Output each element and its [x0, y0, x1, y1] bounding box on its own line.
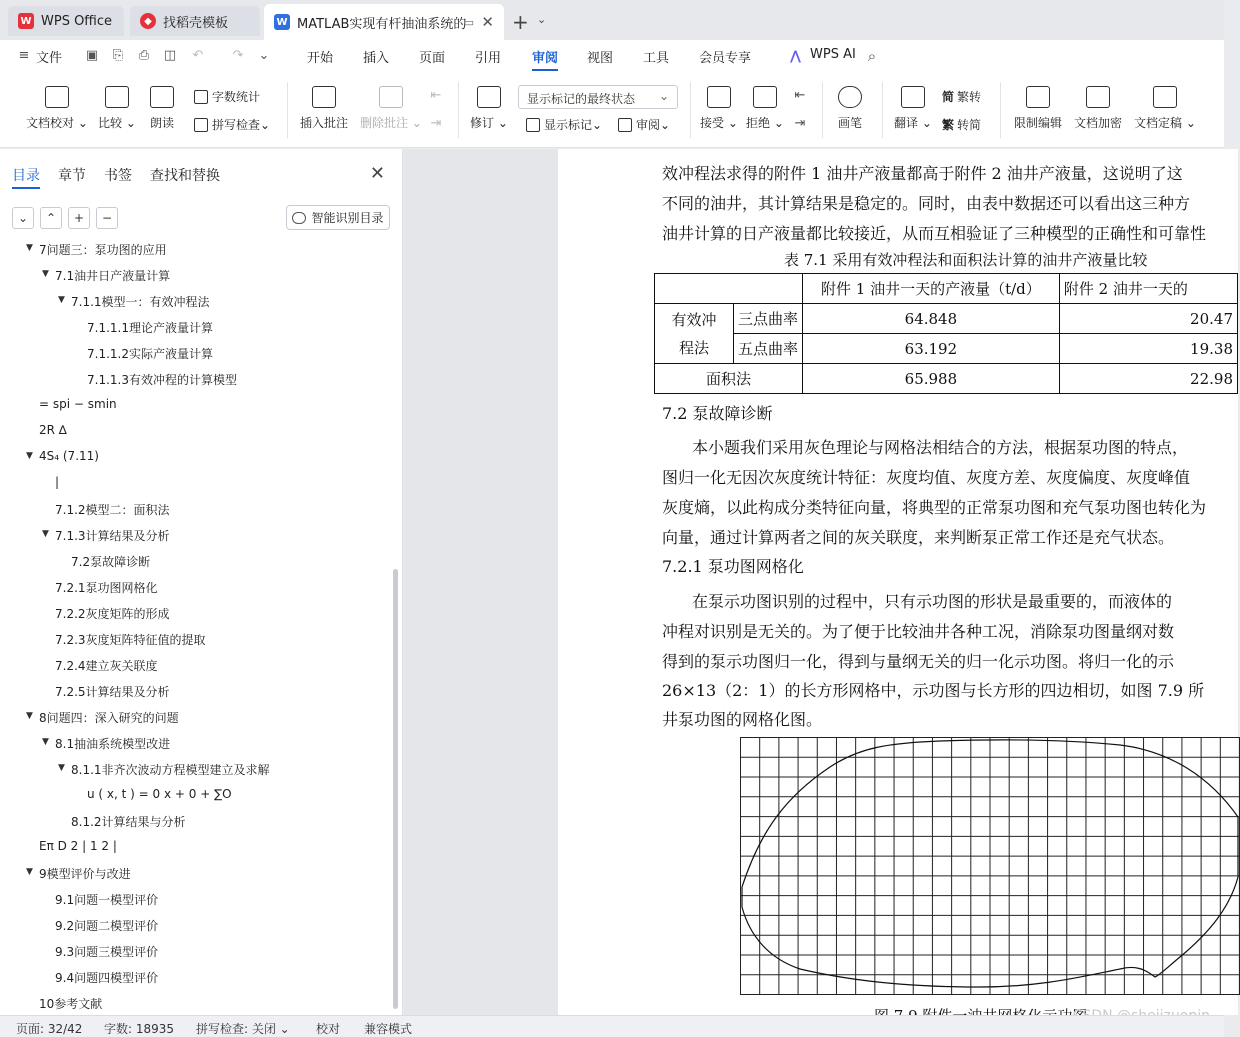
trad-to-simp-button[interactable] — [942, 116, 981, 133]
ribbon-separator — [690, 82, 691, 138]
show-markup-button[interactable]: 显示标记 ⌄ — [526, 116, 602, 133]
toc-item[interactable]: 2R ∆ — [39, 423, 67, 437]
new-tab-button[interactable]: + — [512, 10, 529, 34]
nav-tabs — [0, 149, 403, 197]
word-count-label: 字数统计 — [212, 90, 261, 104]
method-cell — [655, 304, 734, 364]
trad-to-simp-label: 转简 — [957, 118, 982, 132]
share-icon[interactable]: ⎘ — [112, 48, 124, 63]
toc-item[interactable]: 7.2泵故障诊断 — [71, 555, 151, 569]
menu-review[interactable]: 审阅 — [532, 51, 559, 66]
encrypt-label: 文档加密 — [1074, 116, 1123, 130]
more-chevron-icon[interactable]: ⌄ — [258, 48, 270, 63]
body-text-line: 图归一化无因次灰度统计特征：灰度均值、灰度方差、灰度偏度、灰度峰值 — [662, 468, 1191, 487]
expand-up-icon[interactable]: ⌃ — [40, 207, 62, 229]
show-markup-icon — [526, 118, 540, 132]
insert-comment-icon — [312, 86, 336, 108]
ribbon-separator — [882, 82, 883, 138]
menu-wps-ai[interactable] — [790, 47, 856, 62]
redo-icon[interactable]: ↷ — [232, 48, 244, 63]
toc-item[interactable]: 7.2.4建立灰关联度 — [55, 659, 158, 673]
smart-toc-icon — [292, 212, 306, 224]
ribbon-separator — [822, 82, 823, 138]
toc-item[interactable]: 8问题四：深入研究的问题 — [39, 711, 179, 725]
toc-item[interactable]: 7.2.5计算结果及分析 — [55, 685, 170, 699]
status-bar — [0, 1015, 1224, 1037]
body-text-line: 效冲程法求得的附件 1 油井产液量都高于附件 2 油井产液量，这说明了这 — [662, 164, 1183, 183]
menu-member[interactable]: 会员专享 — [699, 51, 752, 66]
smart-toc-button[interactable] — [286, 205, 390, 230]
review-pane-label: 审阅 — [636, 118, 661, 132]
reject-icon — [753, 86, 777, 108]
toc-item[interactable]: 7.1.1.3有效冲程的计算模型 — [87, 373, 237, 387]
accept-icon — [707, 86, 731, 108]
hamburger-icon[interactable]: ≡ — [18, 48, 30, 63]
pen-label: 画笔 — [838, 116, 863, 130]
tab-sections[interactable]: 章节 — [58, 168, 86, 184]
word-count-button[interactable] — [194, 88, 260, 105]
add-heading-icon[interactable]: + — [68, 207, 90, 229]
search-icon[interactable]: ⌕ — [867, 47, 877, 65]
body-text-line: 本小题我们采用灰色理论与网格法相结合的方法，根据泵功图的特点， — [692, 438, 1189, 457]
revise-label: 修订 — [470, 116, 495, 130]
table-caption: 表 7.1 采用有效冲程法和面积法计算的油井产液量比较 — [784, 251, 1148, 269]
collapse-all-icon[interactable]: ⌄ — [12, 207, 34, 229]
toc-item[interactable]: 9.4问题四模型评价 — [55, 971, 159, 985]
menu-references[interactable]: 引用 — [475, 51, 502, 66]
monitor-icon: ▭ — [463, 15, 474, 29]
print-icon[interactable]: ⎙ — [138, 48, 150, 63]
simp-to-trad-button[interactable] — [942, 88, 981, 105]
toc-item[interactable]: 7.1油井日产液量计算 — [55, 269, 171, 283]
print-preview-icon[interactable]: ◫ — [163, 48, 177, 63]
trad-glyph-icon: 繁 — [942, 118, 955, 132]
body-text-line: 油井计算的日产液量都比较接近，从而互相验证了三种模型的正确性和可靠性 — [662, 224, 1207, 243]
pen-icon — [838, 86, 862, 108]
spell-check-status: 拼写检查: 关闭 — [196, 1022, 276, 1036]
expand-arrow-icon[interactable]: ▼ — [58, 763, 65, 773]
accept-button[interactable]: 接受 ⌄ — [700, 86, 738, 131]
expand-arrow-icon[interactable]: ▼ — [26, 243, 33, 253]
simp-glyph-icon: 简 — [942, 90, 955, 104]
doc-check-label: 文档校对 — [26, 116, 75, 130]
toc-item[interactable]: 9.1问题一模型评价 — [55, 893, 159, 907]
document-page[interactable] — [558, 149, 1238, 1015]
read-aloud-icon — [150, 86, 174, 108]
restrict-edit-label: 限制编辑 — [1014, 116, 1063, 130]
ribbon-separator — [458, 82, 459, 138]
toc-item[interactable]: 7.1.2模型二：面积法 — [55, 503, 170, 517]
body-text-line: 不同的油井，其计算结果是稳定的。同时，由表中数据还可以看出这三种方 — [662, 194, 1191, 213]
toc-toolbar — [0, 205, 403, 233]
active-menu-underline — [532, 69, 558, 71]
tab-bar — [0, 0, 1224, 40]
gridded-dynamometer-figure — [740, 737, 1240, 995]
toc-item[interactable]: 7.1.1.2实际产液量计算 — [87, 347, 213, 361]
read-aloud-label: 朗读 — [150, 116, 175, 130]
translate-label: 翻译 — [894, 116, 919, 130]
close-tab-icon[interactable]: ✕ — [481, 13, 494, 31]
table-cell: 64.848 — [802, 304, 1059, 334]
next-revision-icon[interactable]: ⇥ — [794, 116, 806, 131]
navigation-pane — [0, 149, 403, 1015]
tab-document[interactable] — [264, 4, 504, 40]
encrypt-button[interactable] — [1074, 86, 1122, 131]
menu-tools[interactable]: 工具 — [643, 51, 670, 66]
markup-display-value: 显示标记的最终状态 — [527, 92, 636, 106]
spell-check-label: 拼写检查 — [212, 118, 261, 132]
chevron-down-icon: ⌄ — [658, 89, 669, 103]
delete-comment-button[interactable]: 删除批注 ⌄ — [360, 86, 422, 131]
section-heading: 7.2 泵故障诊断 — [662, 404, 773, 423]
table-corner-cell — [655, 274, 803, 304]
finalize-label: 文档定稿 — [1134, 116, 1183, 130]
encrypt-icon — [1086, 86, 1110, 108]
expand-arrow-icon[interactable]: ▼ — [42, 529, 49, 539]
read-aloud-button[interactable] — [150, 86, 174, 131]
next-comment-icon[interactable]: ⇥ — [430, 116, 442, 131]
subsection-heading: 7.2.1 泵功图网格化 — [662, 557, 804, 576]
toc-scrollbar[interactable] — [393, 569, 398, 1009]
toc-item[interactable]: | — [55, 475, 60, 489]
toc-item[interactable]: 4S₄ (7.11) — [39, 449, 99, 463]
toc-item[interactable]: 7.1.3计算结果及分析 — [55, 529, 170, 543]
compare-button[interactable]: 比较 ⌄ — [98, 86, 136, 131]
expand-arrow-icon[interactable]: ▼ — [26, 867, 33, 877]
body-text-line: 灰度熵，以此构成分类特征向量，将典型的正常泵功图和充气泵功图也转化为 — [662, 498, 1207, 517]
finalize-icon — [1153, 86, 1177, 108]
accept-label: 接受 — [700, 116, 725, 130]
doc-check-button[interactable]: 文档校对 ⌄ — [26, 86, 88, 131]
reject-label: 拒绝 — [746, 116, 771, 130]
expand-arrow-icon[interactable]: ▼ — [58, 295, 65, 305]
tab-daoke-templates[interactable] — [130, 6, 260, 36]
insert-comment-label: 插入批注 — [300, 116, 349, 130]
lock-icon — [1026, 86, 1050, 108]
body-text-line: 26×13（2：1）的长方形网格中，示功图与长方形的四边相切，如图 7.9 所 — [662, 681, 1205, 700]
simp-to-trad-label: 繁转 — [957, 90, 982, 104]
revise-icon — [477, 86, 501, 108]
method-label: 程法 — [678, 338, 709, 357]
ribbon-separator — [287, 82, 288, 138]
expand-arrow-icon[interactable]: ▼ — [26, 451, 33, 461]
word-count-icon — [194, 90, 208, 104]
table-cell: 63.192 — [802, 334, 1059, 364]
body-text-line: 井泵功图的网格化图。 — [662, 710, 823, 729]
row-label: 面积法 — [655, 364, 803, 394]
table-header: 附件 1 油井一天的产液量（t/d） — [802, 274, 1059, 304]
toc-item[interactable]: 7.2.3灰度矩阵特征值的提取 — [55, 633, 206, 647]
menu-insert[interactable]: 插入 — [363, 51, 390, 66]
toc-item[interactable]: 9.3问题三模型评价 — [55, 945, 159, 959]
wps-logo-icon: W — [18, 13, 34, 29]
spell-check-icon — [194, 118, 208, 132]
tab-find-replace[interactable]: 查找和替换 — [150, 168, 220, 184]
restrict-edit-button[interactable] — [1014, 86, 1062, 131]
expand-arrow-icon[interactable]: ▼ — [26, 711, 33, 721]
toc-item[interactable]: 7.1.1模型一：有效冲程法 — [71, 295, 210, 309]
tab-list-chevron-icon[interactable]: ⌄ — [537, 13, 547, 26]
close-pane-icon[interactable]: ✕ — [369, 163, 385, 184]
body-text-line: 在泵示功图识别的过程中，只有示功图的形状是最重要的，而液体的 — [692, 592, 1173, 611]
toc-item[interactable]: Eπ D 2 | 1 2 | — [39, 839, 117, 853]
save-icon[interactable]: ▣ — [85, 48, 99, 63]
translate-button[interactable]: 翻译 ⌄ — [894, 86, 932, 131]
toc-item[interactable]: 9模型评价与改进 — [39, 867, 131, 881]
toc-item[interactable]: u ( x, t ) = 0 x + 0 + ∑O — [87, 787, 232, 801]
toc-item[interactable]: 7问题三：泵功图的应用 — [39, 243, 167, 257]
active-tab-underline — [12, 187, 40, 189]
compare-icon — [105, 86, 129, 108]
wps-ai-icon: ⋀ — [790, 48, 801, 64]
delete-comment-icon — [379, 86, 403, 108]
method-label: 有效冲 — [671, 310, 717, 329]
undo-icon[interactable]: ↶ — [192, 48, 204, 63]
show-markup-label: 显示标记 — [544, 118, 593, 132]
pen-button[interactable] — [838, 86, 862, 131]
toc-item[interactable]: 8.1抽油系统模型改进 — [55, 737, 171, 751]
toc-item[interactable]: 8.1.1非齐次波动方程模型建立及求解 — [71, 763, 270, 777]
spell-check-button[interactable]: 拼写检查 ⌄ — [194, 116, 270, 133]
menu-file[interactable]: 文件 — [36, 51, 63, 66]
table-cell: 19.38 — [1059, 334, 1237, 364]
tab-wps-office[interactable] — [8, 6, 124, 36]
writer-doc-icon: W — [274, 14, 290, 30]
expand-arrow-icon[interactable]: ▼ — [42, 737, 49, 747]
tab-document-label: MATLAB实现有杆抽油系统的 — [297, 16, 467, 32]
previous-comment-icon[interactable]: ⇤ — [430, 88, 442, 103]
toc-list — [0, 241, 392, 1013]
word-count-indicator[interactable]: 字数: 18935 — [104, 1022, 175, 1036]
proofread-indicator[interactable]: 校对 — [316, 1022, 341, 1036]
body-text-line: 冲程对识别是无关的。为了便于比较油井各种工况，消除泵功图量纲对数 — [662, 622, 1175, 641]
spell-check-indicator[interactable]: 拼写检查: 关闭 ⌄ — [196, 1022, 290, 1036]
compare-label: 比较 — [98, 116, 123, 130]
table-cell: 22.98 — [1059, 364, 1237, 394]
daoke-logo-icon: ◆ — [140, 13, 156, 29]
toc-item[interactable]: 7.2.1泵功图网格化 — [55, 581, 158, 595]
smart-toc-label: 智能识别目录 — [311, 211, 384, 225]
doc-check-icon — [45, 86, 69, 108]
remove-heading-icon[interactable]: − — [96, 207, 118, 229]
menu-view[interactable]: 视图 — [587, 51, 614, 66]
toc-item[interactable]: 7.2.2灰度矩阵的形成 — [55, 607, 170, 621]
delete-comment-label: 删除批注 — [360, 116, 409, 130]
row-label: 三点曲率 — [733, 304, 802, 334]
tab-daoke-label: 找稻壳模板 — [163, 15, 229, 31]
menu-bar — [0, 40, 1224, 72]
ribbon-toolbar — [0, 72, 1224, 148]
row-label: 五点曲率 — [733, 334, 802, 364]
toc-item[interactable]: = spi − smin — [39, 397, 117, 411]
revise-button[interactable]: 修订 ⌄ — [470, 86, 508, 131]
body-text-line: 向量，通过计算两者之间的灰关联度，来判断泵正常工作还是充气状态。 — [662, 528, 1175, 547]
expand-arrow-icon[interactable]: ▼ — [42, 269, 49, 279]
finalize-button[interactable]: 文档定稿 ⌄ — [1134, 86, 1196, 131]
wps-ai-label: WPS AI — [810, 47, 856, 62]
previous-revision-icon[interactable]: ⇤ — [794, 88, 806, 103]
menu-page[interactable]: 页面 — [419, 51, 446, 66]
table-cell: 20.47 — [1059, 304, 1237, 334]
reject-button[interactable]: 拒绝 ⌄ — [746, 86, 784, 131]
toc-item[interactable]: 8.1.2计算结果与分析 — [71, 815, 186, 829]
review-pane-icon — [618, 118, 632, 132]
review-pane-button[interactable]: 审阅 ⌄ — [618, 116, 670, 133]
tab-bookmarks[interactable]: 书签 — [104, 168, 132, 184]
insert-comment-button[interactable] — [300, 86, 348, 131]
toc-item[interactable]: 9.2问题二模型评价 — [55, 919, 159, 933]
data-table — [654, 273, 1238, 394]
page-indicator[interactable]: 页面: 32/42 — [16, 1022, 83, 1036]
tab-toc[interactable]: 目录 — [12, 168, 40, 184]
compat-mode-indicator: 兼容模式 — [364, 1022, 413, 1036]
ribbon-separator — [1000, 82, 1001, 138]
tab-wps-label: WPS Office — [41, 13, 113, 29]
toc-item[interactable]: 10参考文献 — [39, 997, 103, 1011]
table-cell: 65.988 — [802, 364, 1059, 394]
menu-home[interactable]: 开始 — [307, 51, 334, 66]
toc-item[interactable]: 7.1.1.1理论产液量计算 — [87, 321, 213, 335]
markup-display-select[interactable] — [518, 85, 678, 109]
document-area — [404, 149, 1233, 1015]
body-text-line: 得到的泵示功图归一化，得到与量纲无关的归一化示功图。将归一化的示 — [662, 652, 1175, 671]
translate-icon — [901, 86, 925, 108]
table-header: 附件 2 油井一天的 — [1059, 274, 1237, 304]
